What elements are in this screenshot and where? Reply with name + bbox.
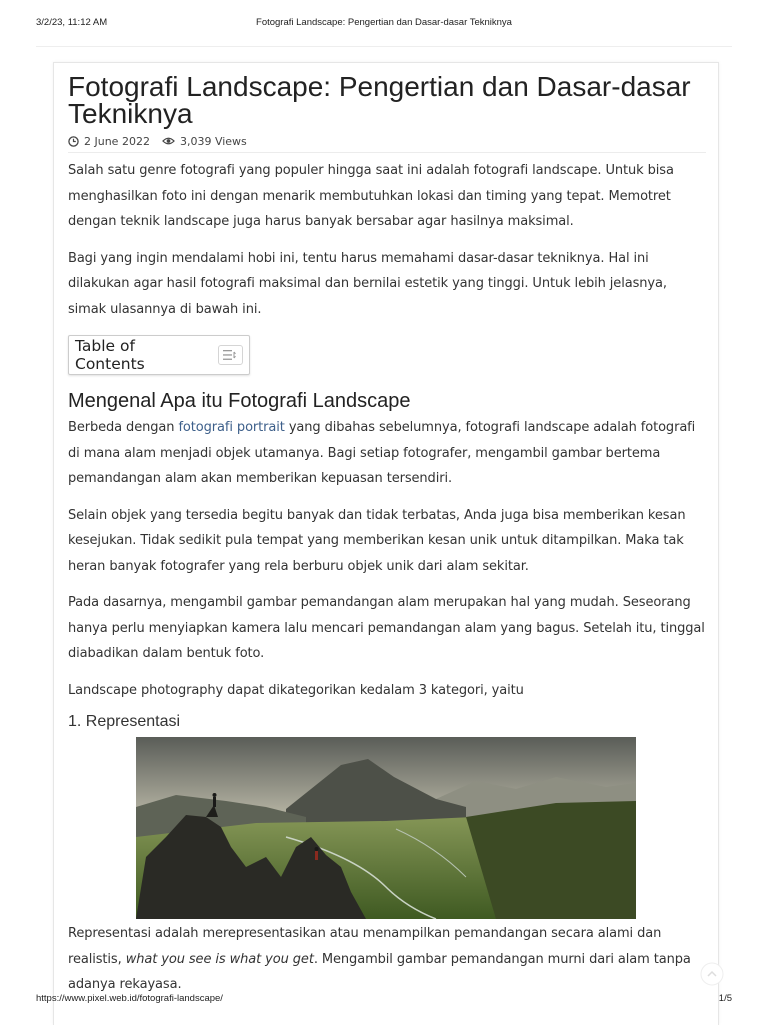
section-paragraph-1 — [68, 415, 706, 492]
p1-text-before: Berbeda dengan — [68, 420, 179, 435]
subsection-heading: 1. Representasi — [68, 713, 181, 730]
meta-views-text: 3,039 Views — [179, 134, 247, 148]
intro-paragraph-1: Salah satu genre fotografi yang populer hingga saat ini adalah fotografi landscape. Untuk bisa menghasilkan foto ini dengan menarik membutuhkan lokasi dan timing yang tepat. Memotret dengan teknik landscape juga harus banyak bersabar agar hasilnya maksimal. — [68, 163, 674, 229]
article-meta — [68, 133, 706, 149]
list-toggle-icon — [223, 350, 237, 360]
section-heading: Mengenal Apa itu Fotografi Landscape — [68, 390, 411, 412]
article-content — [68, 73, 706, 998]
landscape-photo — [136, 737, 636, 919]
scroll-to-top-icon[interactable] — [700, 962, 724, 986]
table-of-contents[interactable] — [68, 335, 250, 375]
print-url: https://www.pixel.web.id/fotografi-landscape/ — [36, 993, 223, 1004]
print-datetime: 3/2/23, 11:12 AM — [36, 17, 108, 28]
subsection-paragraph — [68, 921, 706, 998]
intro-paragraph-2: Bagi yang ingin mendalami hobi ini, tentu harus memahami dasar-dasar tekniknya. Hal ini dilakukan agar hasil fotografi maksimal dan bernilai estetik yang tinggi. Untuk lebih jelasnya, simak ulasannya di bawah ini. — [68, 250, 667, 317]
article-card — [53, 62, 719, 1025]
eye-icon — [162, 136, 175, 146]
meta-views — [162, 135, 247, 148]
print-page-number: 1/5 — [718, 993, 732, 1004]
meta-date-text: 2 June 2022 — [84, 134, 150, 148]
fotografi-portrait-link[interactable]: fotografi portrait — [178, 420, 285, 435]
print-footer — [36, 993, 732, 1005]
p1-text-after: yang dibahas sebelumnya, fotografi landscape adalah fotografi di mana alam menjadi objek utamanya. Bagi setiap fotografer, mengambil gambar bertema pemandangan alam akan memberikan kepuasan tersendiri. — [68, 420, 696, 486]
subsection-text-after: . Mengambil gambar pemandangan murni dari alam tanpa adanya rekayasa. — [68, 951, 691, 992]
subsection-text: Representasi adalah merepresentasikan atau menampilkan pemandangan secara alami dan realistis, — [68, 926, 662, 967]
print-header — [36, 17, 732, 31]
subsection-emphasis: what you see is what you get — [125, 951, 314, 967]
section-paragraph-3: Pada dasarnya, mengambil gambar pemandangan alam merupakan hal yang mudah. Seseorang hanya perlu menyiapkan kamera lalu mencari pemandangan alam yang bagus. Setelah itu, tinggal diabadikan dalam bentuk foto. — [68, 595, 705, 661]
toc-label: Table of Contents — [75, 337, 145, 373]
article-title: Fotografi Landscape: Pengertian dan Dasar-dasar Tekniknya — [68, 71, 691, 129]
print-doc-title: Fotografi Landscape: Pengertian dan Dasar-dasar Tekniknya — [256, 17, 512, 28]
meta-date — [68, 135, 150, 148]
section-paragraph-4: Landscape photography dapat dikategorikan kedalam 3 kategori, yaitu — [68, 682, 524, 698]
toc-toggle-button[interactable] — [218, 345, 243, 365]
section-paragraph-2: Selain objek yang tersedia begitu banyak dan tidak terbatas, Anda juga bisa memberikan kesan kesejukan. Tidak sedikit pula tempat yang memberikan kesan unik untuk ditampilkan. Maka tak heran banyak fotografer yang rela berburu objek unik dari alam sekitar. — [68, 507, 686, 574]
clock-icon — [68, 136, 79, 147]
header-divider — [36, 46, 732, 47]
meta-divider — [68, 152, 706, 153]
